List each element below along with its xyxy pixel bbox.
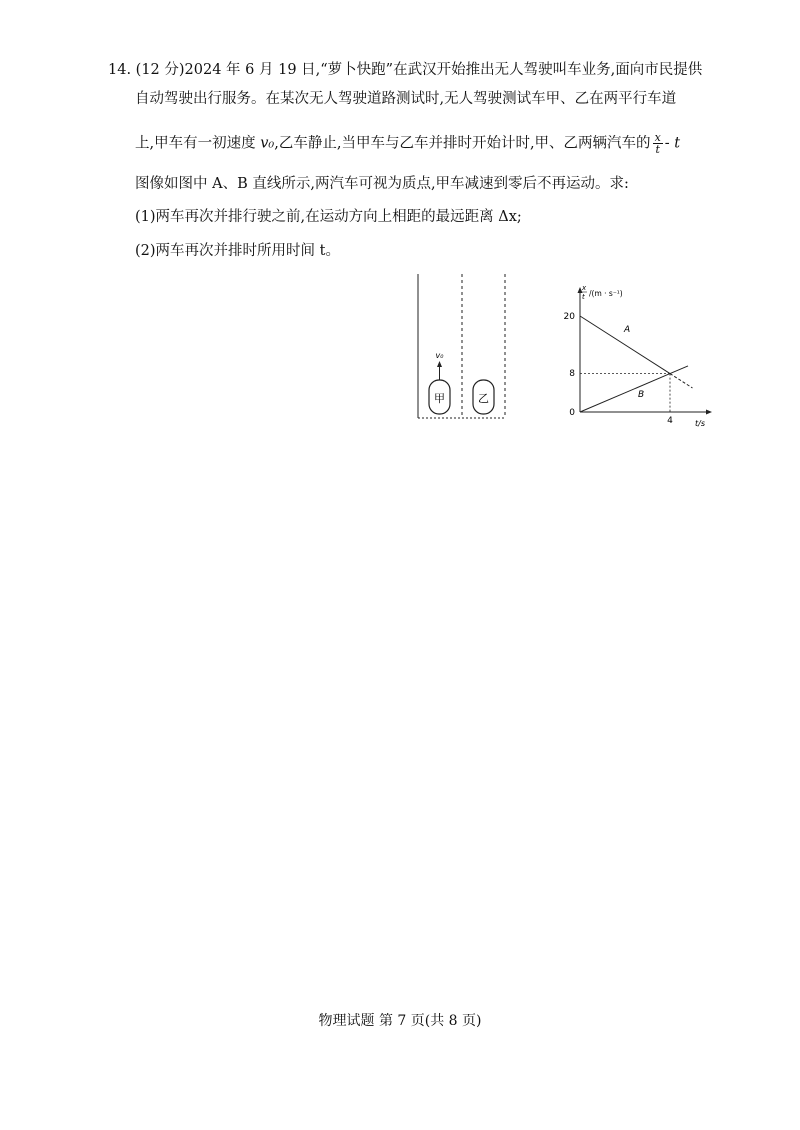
y-tick-20: 20 [563,312,575,322]
question-part-2: (2)两车再次并排时所用时间 t。 [135,243,340,259]
question-line-3-mid: ,乙车静止,当甲车与乙车并排时开始计时,甲、乙两辆汽车的 [274,135,651,152]
question-line-3 [135,132,755,155]
y-label-denominator: t [582,293,585,301]
xt-t-graph [560,283,720,428]
question-part-1: (1)两车再次并排行驶之前,在运动方向上相距的最远距离 Δx; [135,209,522,225]
x-over-t-fraction [653,132,663,155]
fraction-numerator: x [654,131,661,144]
car-jia-label: 甲 [434,392,445,405]
y-tick-8: 8 [569,369,575,379]
x-axis-label: t/s [695,419,705,428]
line-a-extension [670,374,693,388]
origin-label: 0 [569,408,575,418]
fraction-denominator: t [655,143,660,156]
velocity-label: v₀ [435,351,444,360]
line-a-label: A [624,325,631,335]
question-line-2: 自动驾驶出行服务。在某次无人驾驶道路测试时,无人驾驶测试车甲、乙在两平行车道 [135,91,677,107]
y-label-numerator: x [582,284,587,292]
road-lanes-figure [405,272,515,427]
velocity-arrow-head [437,361,442,367]
question-line-4: 图像如图中 A、B 直线所示,两汽车可视为质点,甲车减速到零后不再运动。求: [135,176,629,192]
x-tick-4: 4 [667,416,673,426]
line-b [580,374,670,412]
question-line-3-post: - t [664,135,681,152]
y-axis-unit: /(m · s⁻¹) [589,289,623,298]
line-b-label: B [638,390,645,400]
x-axis-arrow [706,410,712,415]
v0-symbol: v₀ [260,135,275,152]
car-yi-label: 乙 [478,392,489,405]
line-b-extension [670,366,688,374]
question-line-3-pre: 上,甲车有一初速度 [135,135,261,152]
question-line-1: 14. (12 分)2024 年 6 月 19 日,“萝卜快跑”在武汉开始推出无人驾驶叫车业务,面向市民提供 [108,62,703,78]
page-footer: 物理试题 第 7 页(共 8 页) [318,1013,482,1029]
